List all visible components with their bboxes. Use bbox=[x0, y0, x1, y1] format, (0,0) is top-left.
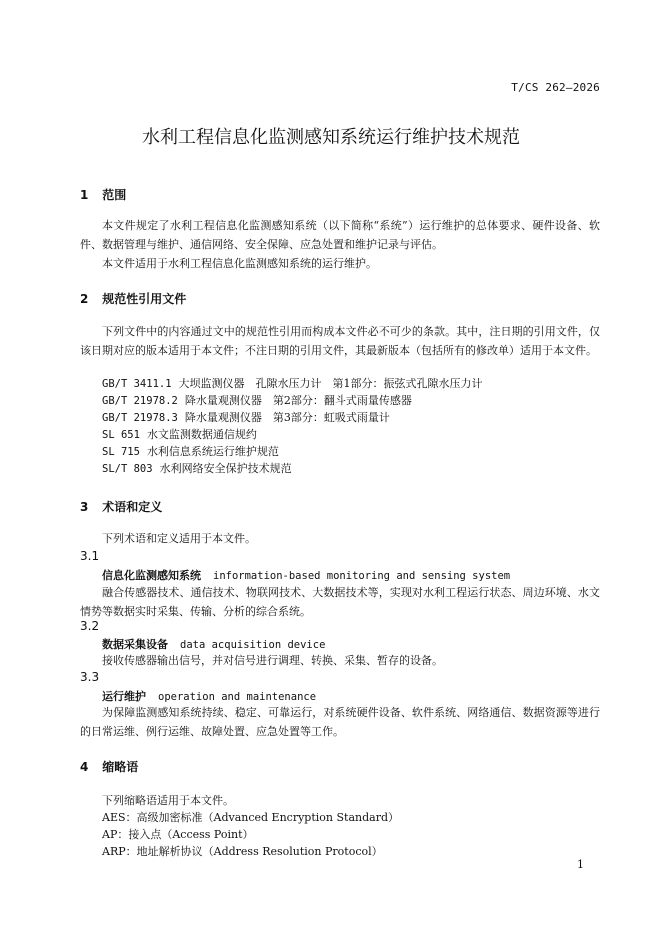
term-definition: 融合传感器技术、通信技术、物联网技术、大数据技术等，实现对水利工程运行状态、周边环境、水文情势等数据实时采集、传输、分析的综合系统。 bbox=[80, 586, 600, 618]
term-name bbox=[102, 688, 316, 704]
term-number: 3.3 bbox=[80, 670, 100, 684]
document-number: T/CS 262—2026 bbox=[511, 81, 600, 94]
term-zh: 运行维护 bbox=[102, 690, 146, 703]
section-heading-scope bbox=[80, 186, 126, 203]
term-en: operation and maintenance bbox=[158, 691, 317, 703]
section-heading-normative bbox=[80, 290, 186, 307]
section-title: 规范性引用文件 bbox=[102, 292, 187, 306]
page-number: 1 bbox=[577, 858, 584, 871]
section-number: 1 bbox=[80, 188, 89, 202]
section-title: 术语和定义 bbox=[102, 500, 163, 514]
reference-title: 大坝监测仪器 孔隙水压力计 第1部分：振弦式孔隙水压力计 bbox=[178, 377, 483, 390]
term-en: data acquisition device bbox=[180, 639, 326, 651]
reference-title: 降水量观测仪器 第2部分：翻斗式雨量传感器 bbox=[184, 394, 412, 407]
reference-code: SL/T 803 bbox=[102, 463, 153, 475]
section-heading-terms bbox=[80, 498, 162, 515]
term-zh: 信息化监测感知系统 bbox=[102, 569, 201, 582]
normative-intro: 下列文件中的内容通过文中的规范性引用而构成本文件必不可少的条款。其中，注日期的引用文件，仅该日期对应的版本适用于本文件；不注日期的引用文件，其最新版本（包括所有的修改单）适用于本文件。 bbox=[80, 325, 600, 357]
reference-title: 降水量观测仪器 第3部分：虹吸式雨量计 bbox=[184, 411, 390, 424]
term-en: information-based monitoring and sensing system bbox=[213, 570, 511, 582]
term-definition: 为保障监测感知系统持续、稳定、可靠运行，对系统硬件设备、软件系统、网络通信、数据资源等进行的日常运维、例行运维、故障处置、应急处置等工作。 bbox=[80, 706, 600, 738]
term-definition: 接收传感器输出信号，并对信号进行调理、转换、采集、暂存的设备。 bbox=[102, 654, 443, 667]
reference-code: SL 651 bbox=[102, 429, 140, 441]
abbr-item: AES：高级加密标准（Advanced Encryption Standard） bbox=[102, 811, 399, 824]
abbr-item: AP：接入点（Access Point） bbox=[102, 828, 254, 841]
abbr-item: ARP：地址解析协议（Address Resolution Protocol） bbox=[102, 845, 383, 858]
reference-code: SL 715 bbox=[102, 446, 140, 458]
terms-intro: 下列术语和定义适用于本文件。 bbox=[102, 532, 256, 545]
section-number: 2 bbox=[80, 292, 89, 306]
reference-item bbox=[102, 444, 279, 460]
reference-item bbox=[102, 427, 257, 443]
reference-item bbox=[102, 393, 412, 409]
document-title: 水利工程信息化监测感知系统运行维护技术规范 bbox=[142, 127, 520, 148]
reference-item bbox=[102, 410, 390, 426]
reference-item bbox=[102, 376, 483, 392]
scope-paragraph-1: 本文件规定了水利工程信息化监测感知系统（以下简称“系统”）运行维护的总体要求、硬件设备、软件、数据管理与维护、通信网络、安全保障、应急处置和维护记录与评估。 bbox=[80, 219, 600, 251]
section-number: 3 bbox=[80, 500, 89, 514]
term-number: 3.2 bbox=[80, 619, 100, 633]
reference-code: GB/T 21978.2 bbox=[102, 395, 178, 407]
reference-title: 水文监测数据通信规约 bbox=[146, 428, 257, 441]
reference-title: 水利网络安全保护技术规范 bbox=[159, 462, 292, 475]
term-name bbox=[102, 636, 325, 652]
section-title: 范围 bbox=[102, 188, 127, 202]
reference-item bbox=[102, 461, 292, 477]
section-title: 缩略语 bbox=[102, 760, 139, 774]
term-number: 3.1 bbox=[80, 549, 100, 563]
reference-code: GB/T 21978.3 bbox=[102, 412, 178, 424]
scope-paragraph-2: 本文件适用于水利工程信息化监测感知系统的运行维护。 bbox=[102, 257, 377, 270]
term-name bbox=[102, 567, 510, 583]
section-heading-abbr bbox=[80, 758, 138, 775]
term-zh: 数据采集设备 bbox=[102, 638, 168, 651]
abbr-intro: 下列缩略语适用于本文件。 bbox=[102, 794, 234, 807]
reference-code: GB/T 3411.1 bbox=[102, 378, 172, 390]
reference-title: 水利信息系统运行维护规范 bbox=[146, 445, 279, 458]
section-number: 4 bbox=[80, 760, 89, 774]
